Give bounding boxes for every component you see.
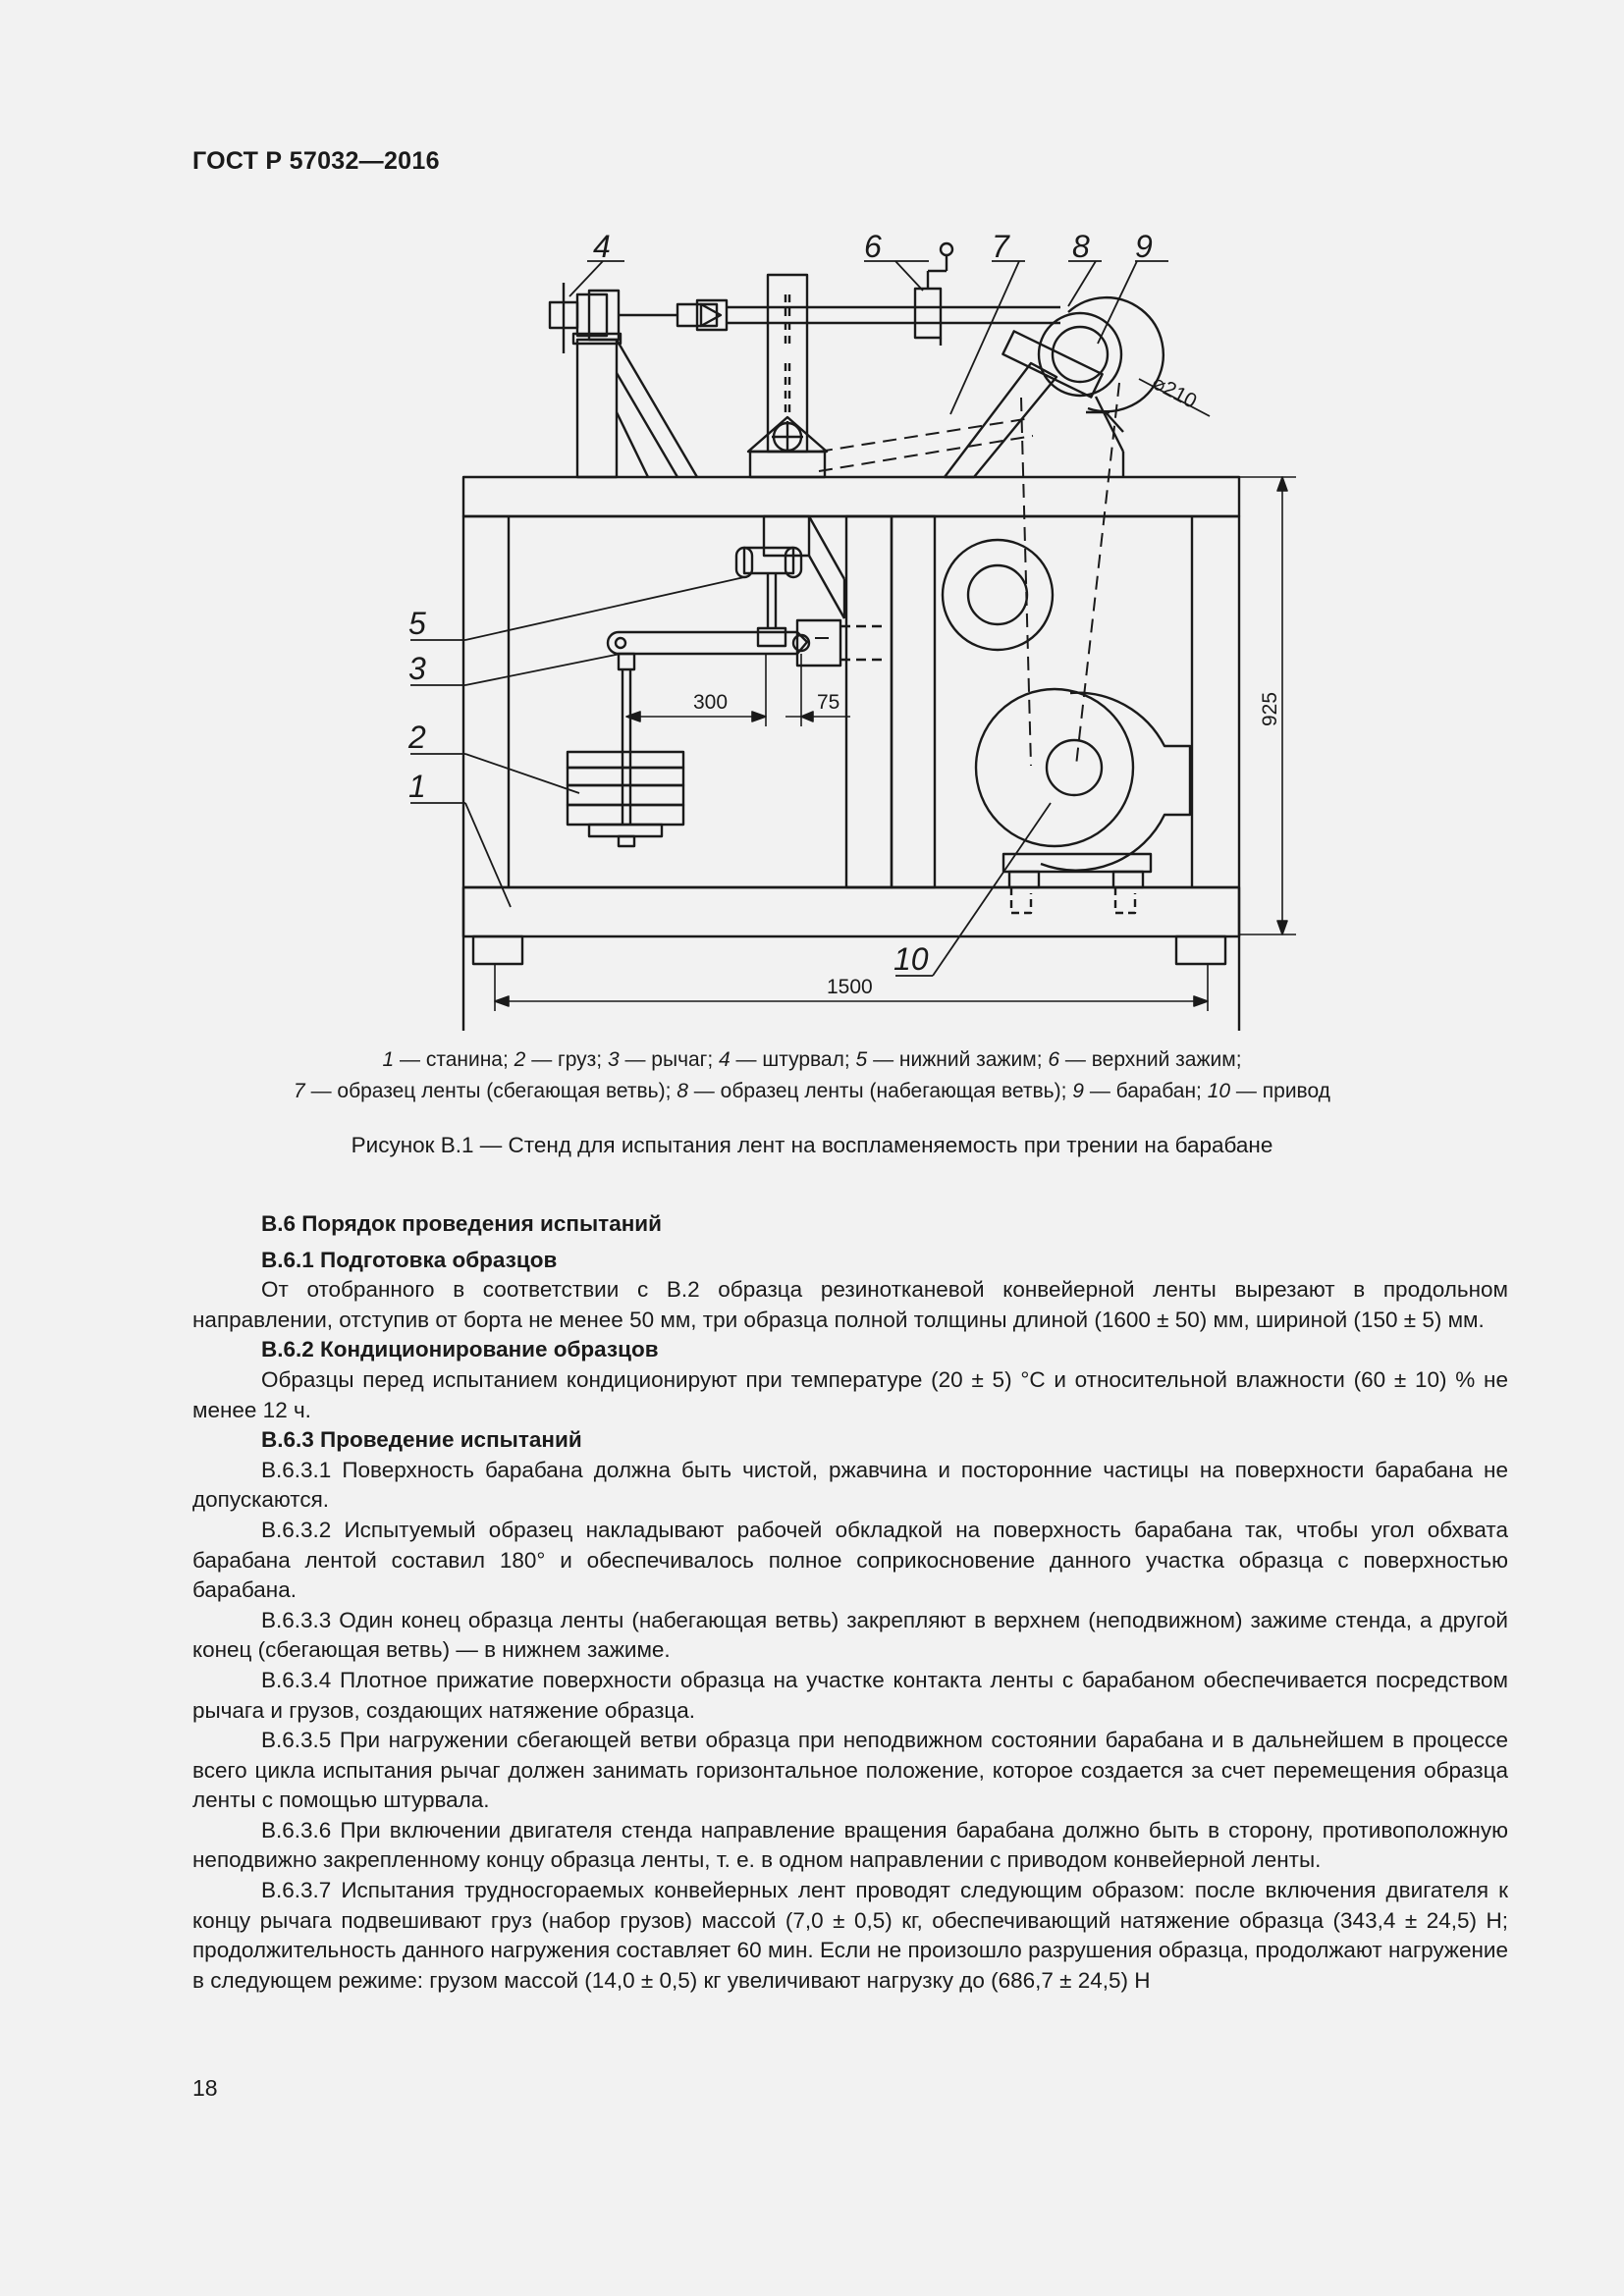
belt-sample [815, 383, 1119, 766]
callout-9: 9 [1135, 229, 1153, 264]
paragraph-b61: От отобранного в соответствии с В.2 образца резинотканевой конвейерной ленты вырезают в продольном направлении, отступив от борта не менее 50 мм, три образца полной толщины длиной (1600 ± 50) мм, шириной (150 ± 5) мм. [192, 1277, 1508, 1332]
central-column [748, 275, 844, 618]
dimension-lines [495, 477, 1296, 1011]
section-heading-b6: В.6 Порядок проведения испытаний [261, 1211, 662, 1236]
callout-1: 1 [408, 769, 426, 804]
section-heading-b63: В.6.3 Проведение испытаний [261, 1427, 582, 1453]
legend-item: 7 — образец ленты (сбегающая ветвь); [294, 1080, 677, 1102]
section-heading-b62: В.6.2 Кондиционирование образцов [261, 1337, 659, 1362]
callout-2: 2 [408, 720, 426, 755]
callout-4: 4 [593, 229, 611, 264]
left-support [573, 334, 697, 477]
legend-item: 5 — нижний зажим; [855, 1048, 1049, 1071]
callout-5: 5 [408, 606, 426, 641]
legend-item: 9 — барабан; [1072, 1080, 1208, 1102]
legend-item: 8 — образец ленты (набегающая ветвь); [677, 1080, 1073, 1102]
paragraph-b633: В.6.3.3 Один конец образца ленты (набегающая ветвь) закрепляют в верхнем (неподвижном) зажиме стенда, а другой конец (сбегающая ветвь) — в нижнем зажиме. [192, 1607, 1508, 1663]
legend-item: 6 — верхний зажим; [1048, 1048, 1242, 1071]
dim-diameter: ⌀210 [1148, 371, 1201, 413]
frame [463, 477, 1239, 1031]
callout-3: 3 [408, 651, 426, 686]
legend-item: 2 — груз; [514, 1048, 608, 1071]
test-stand-drawing [0, 216, 1624, 1031]
handwheel-assembly [550, 243, 1060, 353]
paragraph-b632: В.6.3.2 Испытуемый образец накладывают рабочей обкладкой на поверхность барабана так, чтобы угол обхвата барабана лентой составил 180° и обеспечивалось полное соприкосновение данного участка образца с поверхностью барабана. [192, 1517, 1508, 1603]
dim-925: 925 [1259, 691, 1281, 726]
weights [568, 752, 683, 846]
dim-1500: 1500 [827, 976, 873, 998]
paragraph-b637: В.6.3.7 Испытания трудносгораемых конвейерных лент проводят следующим образом: после включения двигателя к концу рычага подвешивают груз (набор грузов) массой (7,0 ± 0,5) кг, обеспечивающий натяжение образца (343,4 ± 24,5) Н; продолжительность данного нагружения составляет 60 мин. Если не произошло разрушения образца, продолжают нагружение в следующем режиме: грузом массой (14,0 ± 0,5) кг увеличивают нагрузку до (686,7 ± 24,5) Н [192, 1878, 1508, 1993]
figure-legend-line-1 [0, 1044, 1624, 1076]
callout-10: 10 [893, 941, 929, 977]
legend-item: 3 — рычаг; [607, 1048, 720, 1071]
paragraph-b62: Образцы перед испытанием кондиционируют при температуре (20 ± 5) °С и относительной влажности (60 ± 10) % не менее 12 ч. [192, 1366, 1508, 1422]
legend-item: 1 — станина; [382, 1048, 514, 1071]
paragraph-b634: В.6.3.4 Плотное прижатие поверхности образца на участке контакта ленты с барабаном обеспечивается посредством рычага и грузов, создающих натяжение образца. [192, 1667, 1508, 1723]
paragraph-b635: В.6.3.5 При нагружении сбегающей ветви образца при неподвижном состоянии барабана и в дальнейшем в процессе всего цикла испытания рычаг должен занимать горизонтальное положение, которое создается за счет перемещения образца ленты с помощью штурвала. [192, 1728, 1508, 1813]
section-heading-b61: В.6.1 Подготовка образцов [261, 1247, 558, 1272]
document-header: ГОСТ Р 57032—2016 [192, 147, 440, 175]
callout-6: 6 [864, 229, 882, 264]
callout-7: 7 [992, 229, 1009, 264]
paragraph-b631: В.6.3.1 Поверхность барабана должна быть чистой, ржавчина и посторонние частицы на поверхности барабана не допускаются. [192, 1457, 1508, 1513]
dim-75: 75 [817, 691, 840, 714]
body-text [192, 1209, 1508, 1996]
drive [943, 540, 1190, 913]
figure-test-stand [0, 216, 1624, 1031]
drum [945, 297, 1164, 477]
callout-8: 8 [1072, 229, 1090, 264]
paragraph-b636: В.6.3.6 При включении двигателя стенда направление вращения барабана должно быть в сторону, противоположную неподвижно закрепленному концу образца ленты, т. е. в одном направлении с приводом конвейерной ленты. [192, 1817, 1508, 1873]
legend-item: 4 — штурвал; [719, 1048, 856, 1071]
dim-300: 300 [693, 691, 729, 714]
figure-caption: Рисунок В.1 — Стенд для испытания лент на воспламеняемость при трении на барабане [351, 1133, 1273, 1157]
page-number: 18 [192, 2075, 218, 2101]
figure-legend-line-2 [0, 1076, 1624, 1107]
legend-item: 10 — привод [1207, 1080, 1330, 1102]
